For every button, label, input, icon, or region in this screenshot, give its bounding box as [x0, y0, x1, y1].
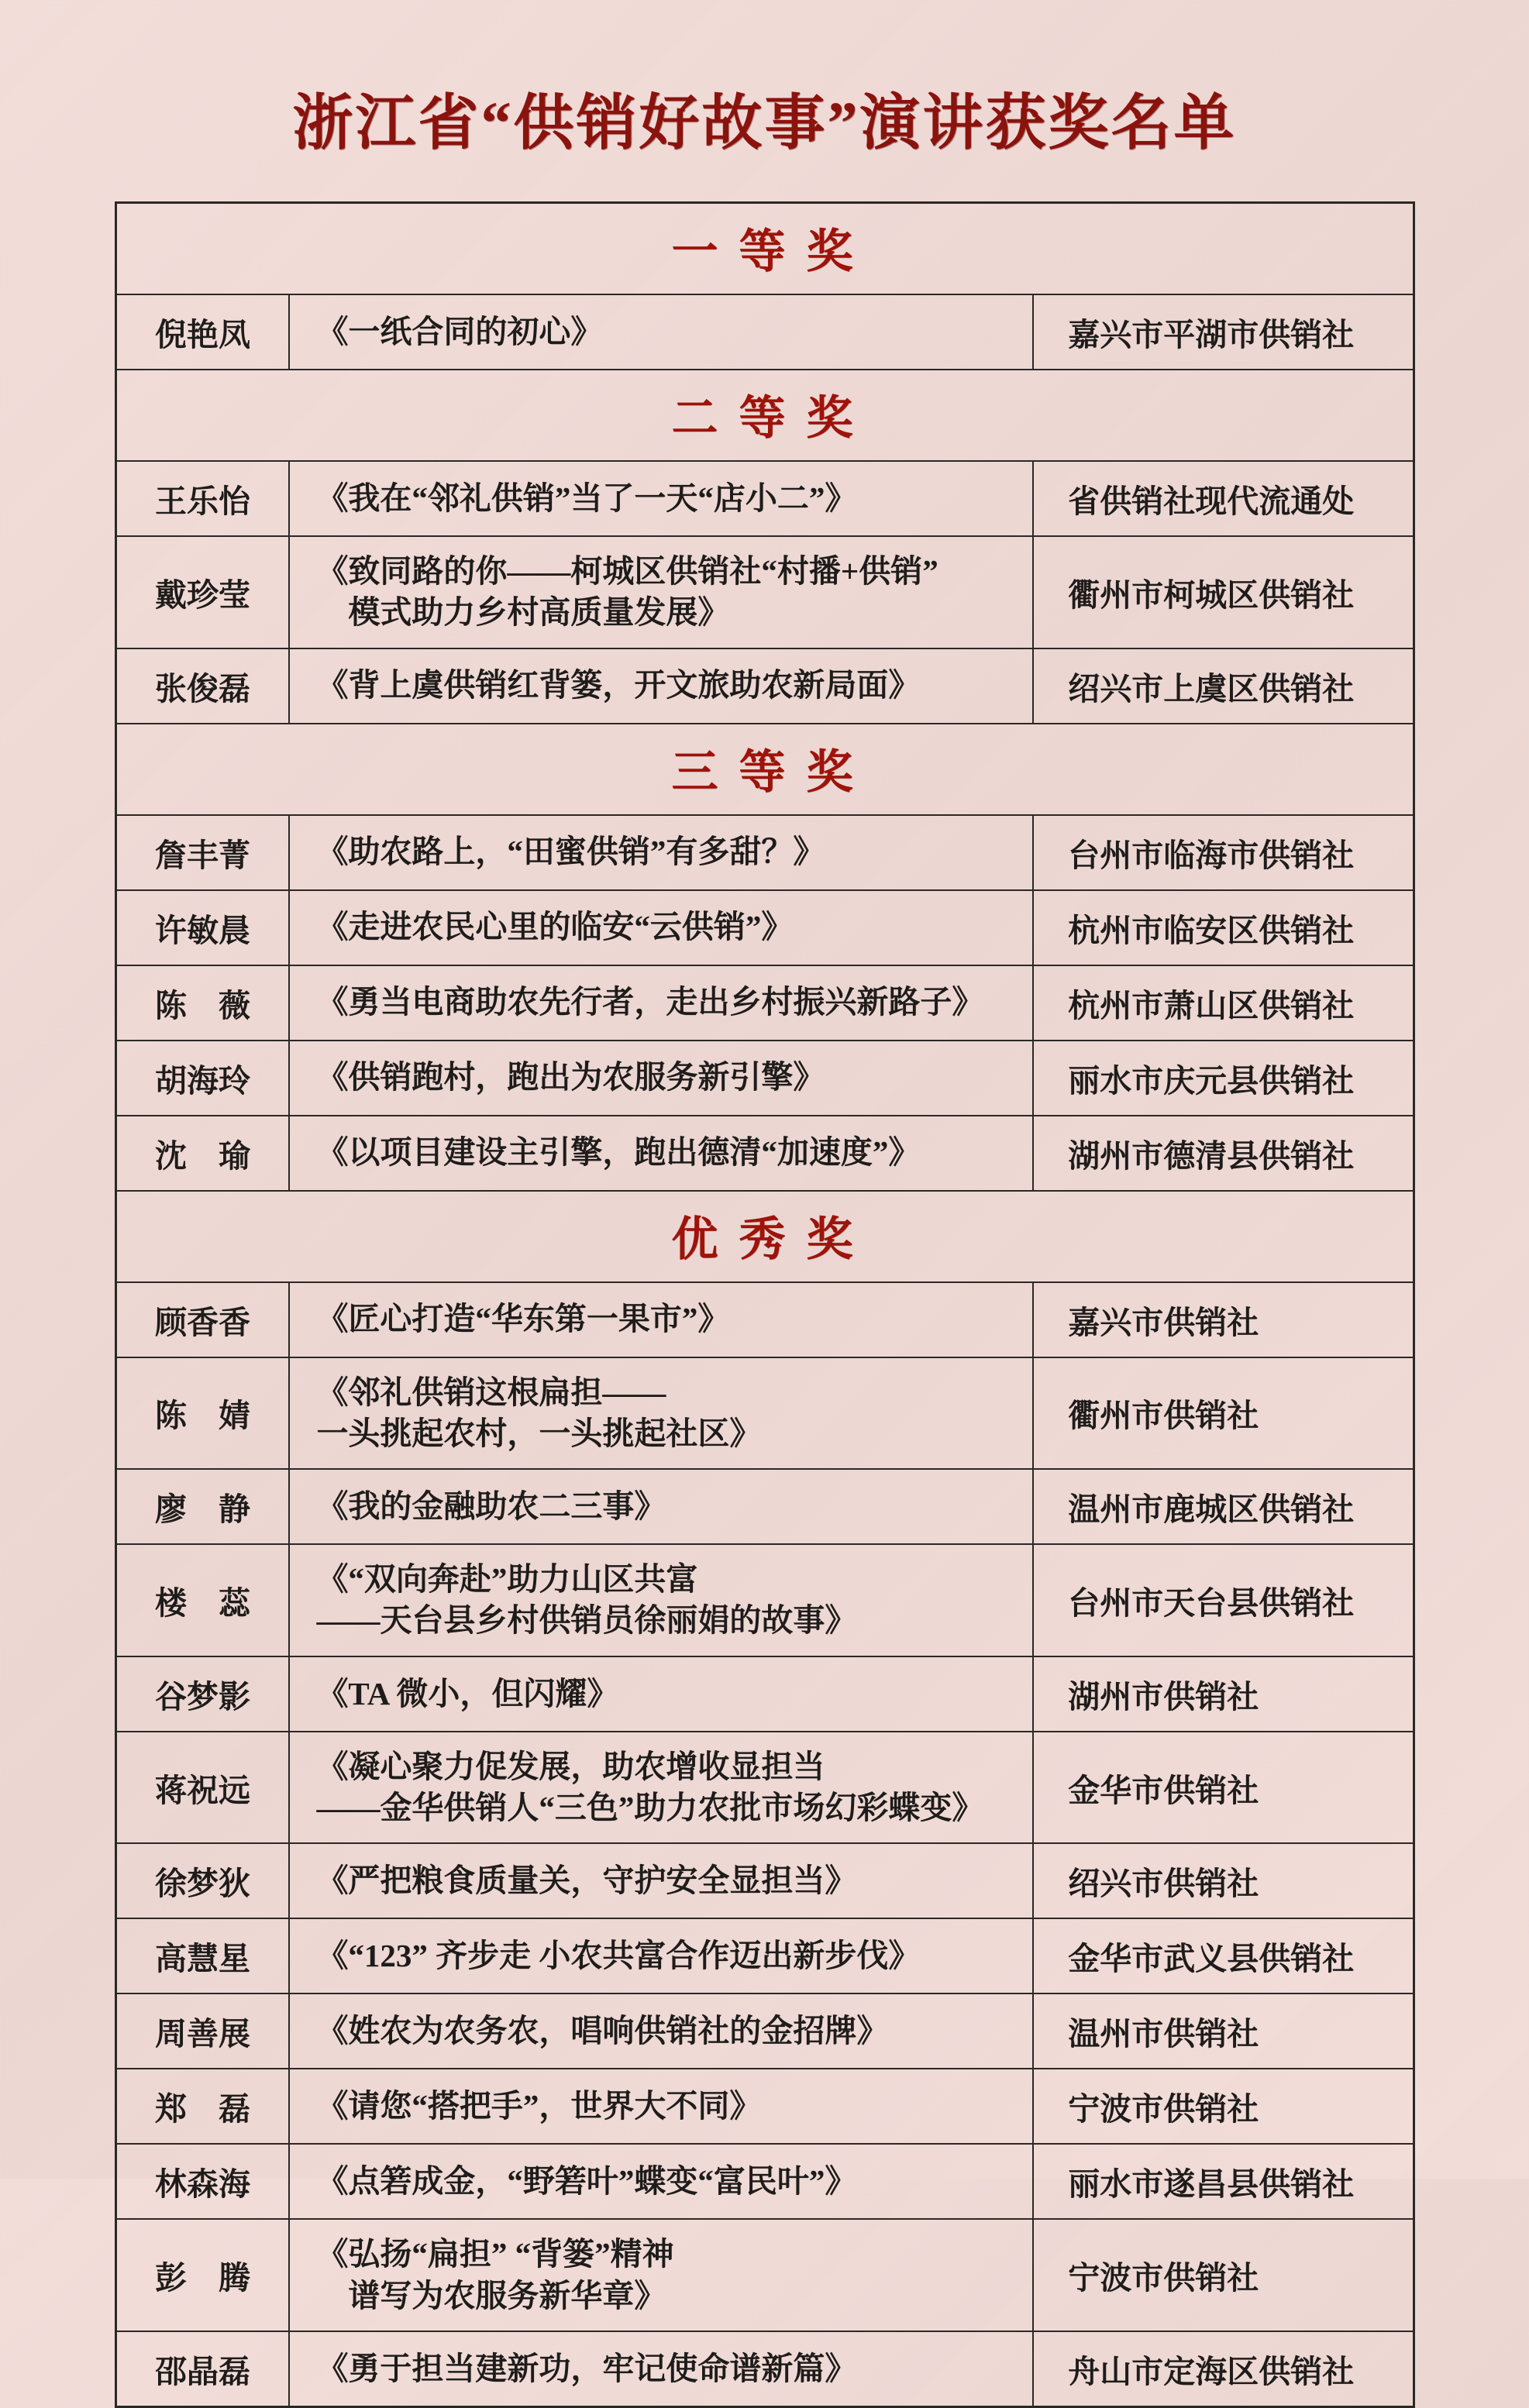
winner-name: 许敏晨 — [115, 890, 289, 965]
speech-title — [289, 2069, 1033, 2144]
organization: 绍兴市上虞区供销社 — [1033, 648, 1414, 724]
table-row — [115, 1469, 1414, 1544]
winner-name: 詹丰菁 — [115, 815, 289, 890]
speech-title-line: 《背上虞供销红背篓，开文旅助农新局面》 — [316, 667, 921, 703]
winner-name: 倪艳凤 — [115, 294, 289, 370]
section-title: 优 秀 奖 — [115, 1191, 1414, 1282]
speech-title — [289, 1732, 1033, 1844]
table-row — [115, 1116, 1414, 1191]
section-title: 三 等 奖 — [115, 724, 1414, 815]
speech-title-line: 《勇当电商助农先行者，走出乡村振兴新路子》 — [316, 984, 984, 1020]
page-title: 浙江省“供销好故事”演讲获奖名单 — [292, 89, 1237, 157]
organization: 杭州市临安区供销社 — [1033, 890, 1414, 965]
winner-name: 彭 腾 — [115, 2219, 289, 2331]
speech-title — [289, 1843, 1033, 1918]
speech-title-line: 《勇于担当建新功，牢记使命谱新篇》 — [316, 2350, 857, 2386]
winner-name: 郑 磊 — [115, 2069, 289, 2144]
speech-title-line: 一头挑起农村，一头挑起社区》 — [316, 1415, 762, 1451]
table-row — [115, 2219, 1414, 2331]
organization: 温州市供销社 — [1033, 1993, 1414, 2069]
section-title: 二 等 奖 — [115, 370, 1414, 461]
organization: 舟山市定海区供销社 — [1033, 2331, 1414, 2407]
speech-title — [289, 1993, 1033, 2069]
speech-title — [289, 890, 1033, 965]
table-row — [115, 2144, 1414, 2219]
speech-title-line: 《凝心聚力促发展，助农增收显担当 — [316, 1748, 825, 1784]
organization: 金华市武义县供销社 — [1033, 1918, 1414, 1993]
speech-title — [289, 1469, 1033, 1544]
section-row — [115, 203, 1414, 295]
speech-title-line: 《走进农民心里的临安“云供销”》 — [316, 909, 794, 945]
winner-name: 王乐怡 — [115, 461, 289, 536]
table-row — [115, 1357, 1414, 1470]
table-row — [115, 2069, 1414, 2144]
table-row — [115, 965, 1414, 1041]
speech-title — [289, 461, 1033, 536]
table-row — [115, 1282, 1414, 1357]
organization: 绍兴市供销社 — [1033, 1843, 1414, 1918]
speech-title-line: 《TA 微小，但闪耀》 — [316, 1675, 619, 1711]
winner-name: 徐梦狄 — [115, 1843, 289, 1918]
winner-name: 沈 瑜 — [115, 1116, 289, 1191]
table-row — [115, 461, 1414, 536]
speech-title-line: 《“123” 齐步走 小农共富合作迈出新步伐》 — [316, 1938, 921, 1974]
table-row — [115, 1993, 1414, 2069]
speech-title-line: 《助农路上，“田蜜供销”有多甜？》 — [316, 834, 825, 870]
speech-title-line: 《严把粮食质量关，守护安全显担当》 — [316, 1863, 857, 1899]
table-row — [115, 648, 1414, 724]
speech-title-line: ——天台县乡村供销员徐丽娟的故事》 — [316, 1602, 857, 1639]
speech-title-line: 《点箬成金，“野箬叶”蝶变“富民叶”》 — [316, 2163, 857, 2200]
winner-name: 戴珍莹 — [115, 536, 289, 648]
speech-title-line: 《一纸合同的初心》 — [316, 313, 603, 349]
speech-title-line: 《供销跑村，跑出为农服务新引擎》 — [316, 1059, 825, 1096]
speech-title — [289, 1116, 1033, 1191]
table-row — [115, 1656, 1414, 1732]
table-row — [115, 890, 1414, 965]
speech-title — [289, 648, 1033, 724]
speech-title — [289, 1544, 1033, 1656]
speech-title — [289, 2331, 1033, 2407]
table-row — [115, 1918, 1414, 1993]
organization: 杭州市萧山区供销社 — [1033, 965, 1414, 1041]
organization: 温州市鹿城区供销社 — [1033, 1469, 1414, 1544]
speech-title-line: 《请您“搭把手”，世界大不同》 — [316, 2088, 762, 2124]
speech-title-line: 《匠心打造“华东第一果市”》 — [316, 1301, 730, 1337]
speech-title-line: 《弘扬“扁担” “背篓”精神 — [316, 2236, 674, 2272]
winner-name: 胡海玲 — [115, 1041, 289, 1116]
speech-title-line: 《“双向奔赴”助力山区共富 — [316, 1561, 698, 1598]
organization: 宁波市供销社 — [1033, 2069, 1414, 2144]
organization: 丽水市遂昌县供销社 — [1033, 2144, 1414, 2219]
organization: 金华市供销社 — [1033, 1732, 1414, 1844]
organization: 衢州市供销社 — [1033, 1357, 1414, 1470]
speech-title — [289, 2219, 1033, 2331]
section-row — [115, 370, 1414, 461]
organization: 丽水市庆元县供销社 — [1033, 1041, 1414, 1116]
award-table-body — [115, 203, 1414, 2407]
winner-name: 谷梦影 — [115, 1656, 289, 1732]
winner-name: 蒋祝远 — [115, 1732, 289, 1844]
organization: 湖州市德清县供销社 — [1033, 1116, 1414, 1191]
speech-title-line: 谱写为农服务新华章》 — [316, 2277, 666, 2313]
speech-title — [289, 1357, 1033, 1470]
winner-name: 陈 薇 — [115, 965, 289, 1041]
table-row — [115, 2331, 1414, 2407]
section-row — [115, 1191, 1414, 1282]
speech-title — [289, 1918, 1033, 1993]
organization: 嘉兴市平湖市供销社 — [1033, 294, 1414, 370]
table-row — [115, 294, 1414, 370]
table-row — [115, 815, 1414, 890]
section-row — [115, 724, 1414, 815]
table-row — [115, 536, 1414, 648]
table-row — [115, 1544, 1414, 1656]
speech-title — [289, 2144, 1033, 2219]
speech-title-line: 《我在“邻礼供销”当了一天“店小二”》 — [316, 480, 857, 516]
organization: 嘉兴市供销社 — [1033, 1282, 1414, 1357]
award-table — [115, 201, 1415, 2408]
winner-name: 楼 蕊 — [115, 1544, 289, 1656]
winner-name: 高慧星 — [115, 1918, 289, 1993]
organization: 湖州市供销社 — [1033, 1656, 1414, 1732]
organization: 宁波市供销社 — [1033, 2219, 1414, 2331]
organization: 省供销社现代流通处 — [1033, 461, 1414, 536]
section-title: 一 等 奖 — [115, 203, 1414, 295]
speech-title-line: 《以项目建设主引擎，跑出德清“加速度”》 — [316, 1134, 921, 1171]
winner-name: 邵晶磊 — [115, 2331, 289, 2407]
speech-title-line: 《致同路的你——柯城区供销社“村播+供销” — [316, 553, 938, 589]
organization: 台州市天台县供销社 — [1033, 1544, 1414, 1656]
speech-title — [289, 815, 1033, 890]
speech-title — [289, 294, 1033, 370]
speech-title-line: ——金华供销人“三色”助力农批市场幻彩蝶变》 — [316, 1790, 984, 1826]
winner-name: 廖 静 — [115, 1469, 289, 1544]
speech-title — [289, 536, 1033, 648]
speech-title-line: 《我的金融助农二三事》 — [316, 1488, 666, 1525]
winner-name: 周善展 — [115, 1993, 289, 2069]
organization: 衢州市柯城区供销社 — [1033, 536, 1414, 648]
speech-title-line: 《邻礼供销这根扁担—— — [316, 1374, 666, 1410]
winner-name: 林森海 — [115, 2144, 289, 2219]
speech-title — [289, 965, 1033, 1041]
speech-title — [289, 1656, 1033, 1732]
table-row — [115, 1843, 1414, 1918]
speech-title-line: 模式助力乡村高质量发展》 — [316, 594, 730, 631]
speech-title — [289, 1041, 1033, 1116]
organization: 台州市临海市供销社 — [1033, 815, 1414, 890]
table-row — [115, 1732, 1414, 1844]
table-row — [115, 1041, 1414, 1116]
winner-name: 陈 婧 — [115, 1357, 289, 1470]
winner-name: 张俊磊 — [115, 648, 289, 724]
speech-title — [289, 1282, 1033, 1357]
winner-name: 顾香香 — [115, 1282, 289, 1357]
speech-title-line: 《姓农为农务农，唱响供销社的金招牌》 — [316, 2013, 889, 2049]
